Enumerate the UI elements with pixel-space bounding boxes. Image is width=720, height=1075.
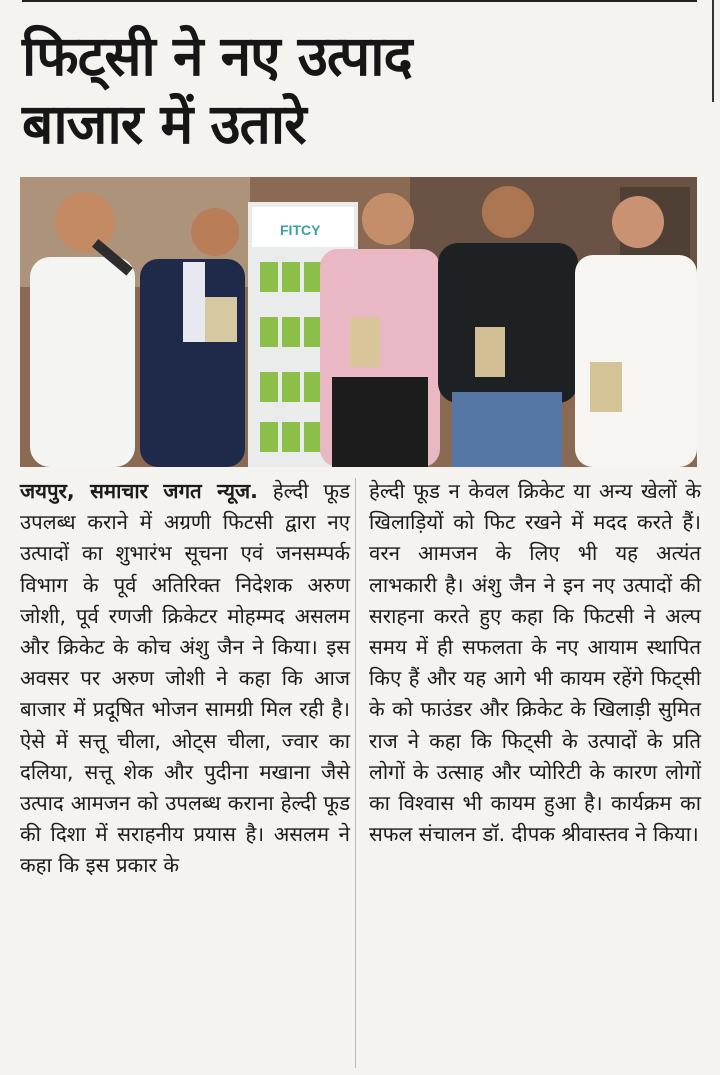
store-sign-text: FITCY	[280, 222, 321, 238]
column-divider	[355, 478, 356, 1068]
headline-line-1: फिट्सी ने नए उत्पाद	[22, 24, 412, 88]
news-photo	[20, 177, 697, 467]
column-1-text: हेल्दी फूड उपलब्ध कराने में अग्रणी फिटसी द्वारा नए उत्पादों का शुभारंभ सूचना एवं जनसम्पर्क विभाग के पूर्व अतिरिक्त निदेशक अरुण जोशी, पूर्व रणजी क्रिकेटर मोहम्मद असलम और क्रिकेट के कोच अंशु जैन ने किया। इस अवसर पर अरुण जोशी ने कहा कि आज बाजार में प्रदूषित भोजन सामग्री मिल रही है। ऐसे में सत्तू चीला, ओट्स चीला, ज्वार का दलिया, सत्तू शेक और पुदीना मखाना जैसे उत्पाद आमजन को उपलब्ध कराना हेल्दी फूड की दिशा में सराहनीय प्रयास है। असलम ने कहा कि इस प्रकार के	[20, 479, 351, 878]
photo-illustration	[20, 177, 697, 467]
top-rule	[22, 0, 697, 2]
page-edge-rule	[712, 0, 714, 102]
article-column-2	[369, 476, 701, 850]
article-column-1	[20, 476, 350, 882]
column-2-text: हेल्दी फूड न केवल क्रिकेट या अन्य खेलों के खिलाड़ियों को फिट रखने में मदद करते हैं। वरन आमजन के लिए भी यह अत्यंत लाभकारी है। अंशु जैन ने इन नए उत्पादों की सराहना करते हुए कहा कि फिटसी ने अल्प समय में ही सफलता के नए आयाम स्थापित किए हैं और यह आगे भी कायम रहेंगे फिट्सी के को फाउंडर और क्रिकेट के खिलाड़ी सुमित राज ने कहा कि फिट्सी के उत्पादों के प्रति लोगों के उत्साह और प्योरिटी के कारण लोगों का विश्वास भी कायम हुआ है। कार्यक्रम का सफल संचालन डॉ. दीपक श्रीवास्तव ने किया।	[369, 479, 701, 847]
headline	[22, 22, 702, 158]
dateline: जयपुर, समाचार जगत न्यूज.	[20, 479, 258, 503]
headline-line-2: बाजार में उतारे	[22, 92, 306, 156]
